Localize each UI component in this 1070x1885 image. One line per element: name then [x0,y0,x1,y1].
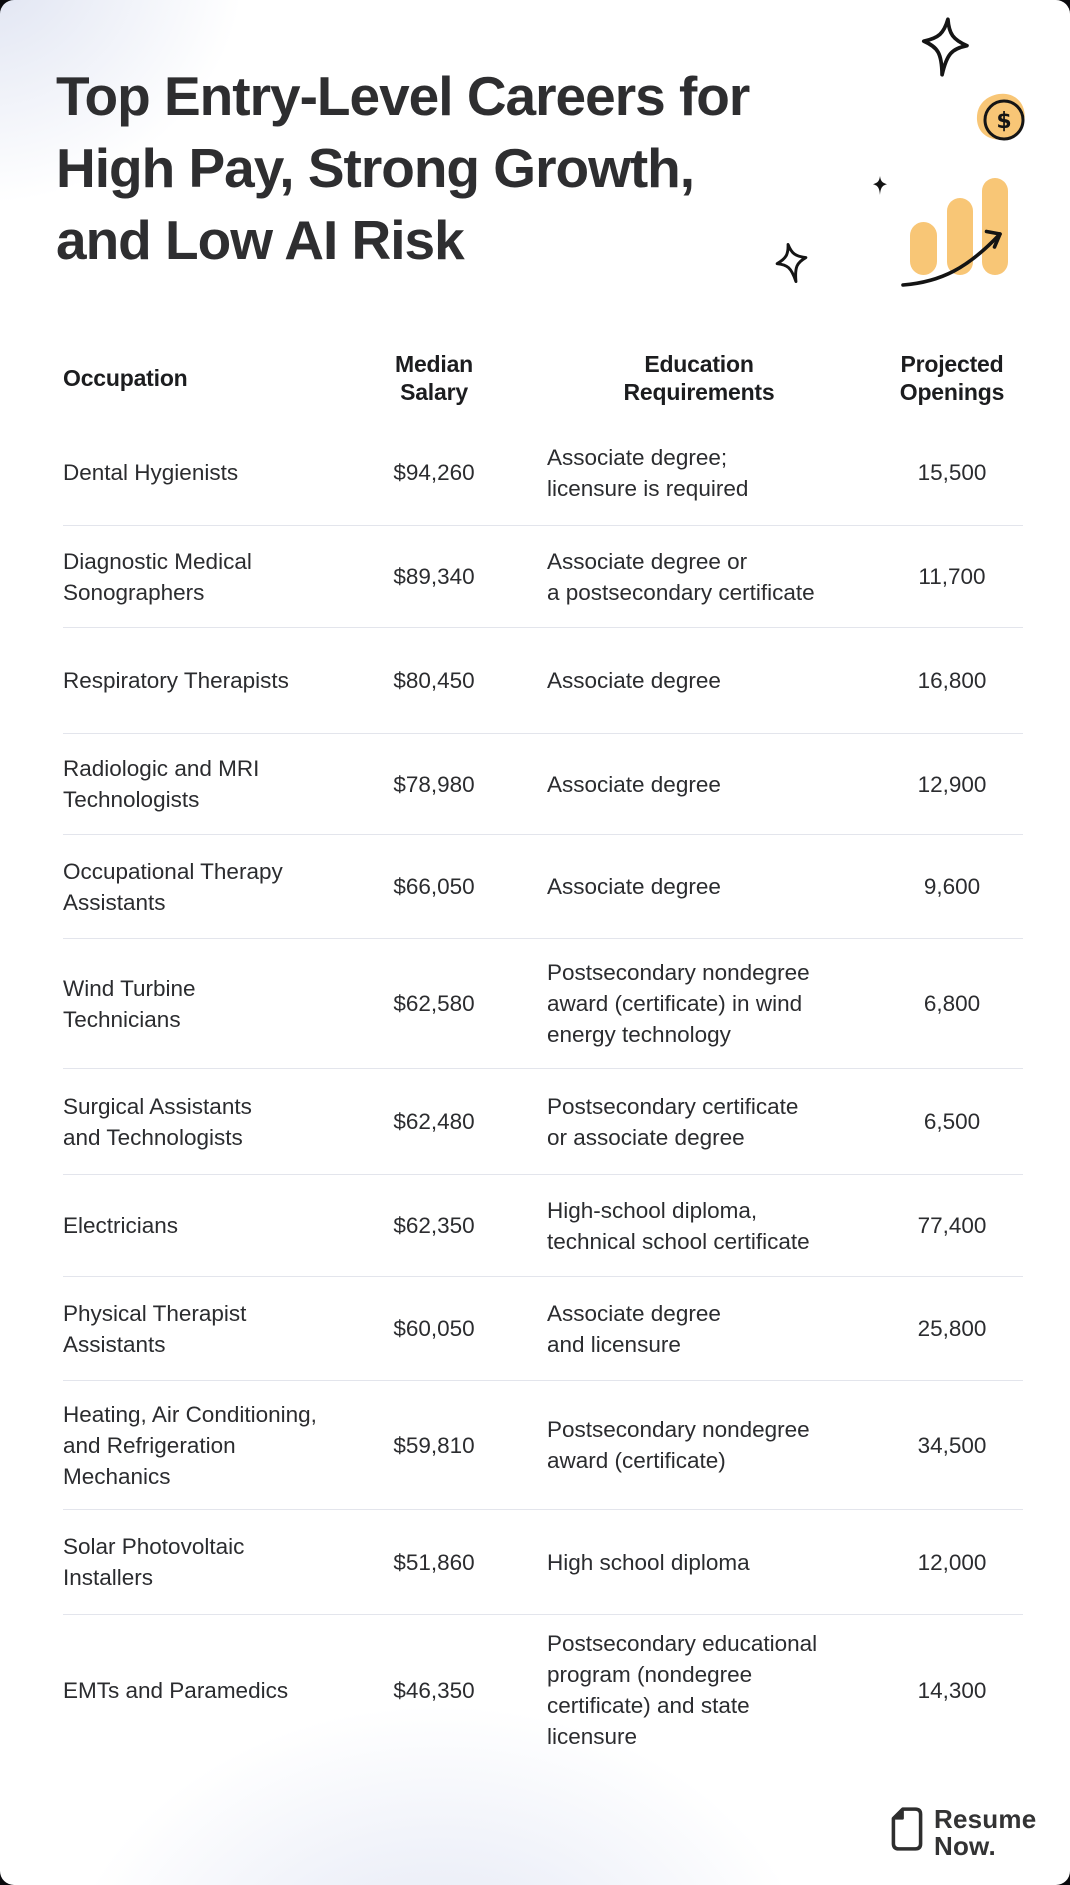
openings-cell: 9,600 [923,874,981,899]
text-line: a postsecondary certificate [547,579,815,605]
text-line: award (certificate) [547,1448,726,1473]
column-header-occupation [63,364,351,392]
education-cell [517,957,881,1050]
brand-line: Now. [934,1831,996,1861]
openings-cell: 6,500 [923,1109,981,1134]
column-header-median-salary [351,350,517,406]
text-line: Associate degree [547,1300,721,1326]
education-cell [517,546,881,608]
education-cell [517,442,881,504]
growth-bar-chart-icon [896,168,1018,294]
openings-cell: 14,300 [917,1677,987,1703]
text-line: High-school diploma, [547,1197,758,1223]
text-line: Surgical Assistants [63,1093,252,1119]
text-line: Postsecondary certificate [547,1093,799,1119]
table-row [63,1174,1023,1276]
text-line: certificate) and state [547,1693,750,1718]
occupation-cell [63,665,351,696]
text-line: Associate degree or [547,548,748,574]
text-line: Associate degree [547,668,721,693]
salary-cell: $46,350 [393,1677,475,1703]
occupation-cell [63,973,351,1035]
text-line: Technicians [63,1006,181,1032]
text-line: Postsecondary nondegree [547,1417,810,1442]
title-line: Top Entry-Level Careers for [56,65,750,127]
openings-cell: 6,800 [923,991,981,1016]
occupation-cell [63,753,351,815]
text-line: Associate degree [547,874,721,899]
openings-cell: 11,700 [918,564,986,589]
table-row [63,834,1023,938]
text-line: award (certificate) in wind [547,991,803,1016]
text-line: Associate degree; [547,444,728,470]
text-line: and licensure [547,1331,681,1357]
salary-cell: $66,050 [393,874,475,899]
text-line: technical school certificate [547,1228,810,1254]
text-line: Radiologic and MRI [63,756,260,781]
text-line: Installers [63,1565,154,1590]
occupation-cell [63,1091,351,1153]
text-line: High school diploma [547,1549,750,1575]
brand-logo [889,1806,1036,1860]
occupation-cell [63,1675,351,1706]
education-cell [517,665,881,696]
salary-cell: $59,810 [393,1432,475,1458]
occupation-cell [63,1298,351,1360]
occupation-cell [63,1399,351,1492]
salary-cell: $94,260 [393,460,475,485]
text-line: or associate degree [547,1124,745,1150]
document-icon [889,1806,925,1852]
education-cell [517,1298,881,1360]
education-cell [517,1195,881,1257]
text-line: Postsecondary educational [547,1631,818,1656]
openings-cell: 25,800 [917,1316,987,1341]
text-line: energy technology [547,1022,731,1047]
table-row [63,525,1023,627]
text-line: Diagnostic Medical [63,548,252,574]
text-line: Sonographers [63,579,205,605]
openings-cell: 12,900 [917,771,987,797]
education-cell [517,871,881,902]
text-line: Heating, Air Conditioning, [63,1401,317,1427]
small-sparkle-icon [872,176,888,196]
sparkle-star-icon [913,13,977,81]
text-line: Postsecondary nondegree [547,960,810,985]
table-row [63,733,1023,834]
salary-cell: $78,980 [393,771,475,797]
education-cell [517,1414,881,1476]
text-line: and Refrigeration [63,1432,236,1458]
text-line: Physical Therapist [63,1300,247,1326]
salary-cell: $89,340 [393,564,475,589]
text-line: program (nondegree [547,1662,753,1687]
occupation-cell [63,856,351,918]
text-line: Salary [400,379,468,405]
table-row [63,627,1023,733]
education-cell [517,1547,881,1578]
salary-cell: $62,480 [393,1109,475,1134]
sparkle-star-icon [768,238,816,287]
table-row [63,420,1023,525]
text-line: Occupational Therapy [63,858,283,884]
text-line: Dental Hygienists [63,460,239,485]
column-header-education-requirements [517,350,881,406]
occupation-cell [63,546,351,608]
occupation-cell [63,1210,351,1241]
text-line: Respiratory Therapists [63,668,289,693]
text-line: Wind Turbine [63,975,196,1001]
table-row [63,1380,1023,1509]
brand-name [934,1806,1036,1860]
svg-text:$: $ [996,109,1012,134]
column-header-projected-openings [881,350,1023,406]
text-line: Openings [899,379,1005,405]
salary-cell: $62,350 [393,1213,475,1238]
occupation-cell [63,457,351,488]
salary-cell: $60,050 [393,1316,475,1341]
brand-line: Resume [934,1804,1037,1834]
openings-cell: 12,000 [917,1549,987,1575]
table-row [63,1068,1023,1174]
text-line: and Technologists [63,1124,243,1150]
salary-cell: $51,860 [393,1549,475,1575]
text-line: Occupation [63,365,188,391]
openings-cell: 16,800 [917,668,987,693]
openings-cell: 15,500 [917,460,987,485]
text-line: Electricians [63,1213,179,1238]
table-row [63,1614,1023,1765]
text-line: Technologists [63,787,200,812]
text-line: Requirements [623,379,775,405]
text-line: Mechanics [63,1463,171,1489]
openings-cell: 34,500 [917,1432,987,1458]
careers-table [63,350,1023,1765]
text-line: EMTs and Paramedics [63,1677,289,1703]
text-line: Education [644,351,754,377]
text-line: Assistants [63,889,166,915]
title-line: and Low AI Risk [56,209,464,271]
text-line: licensure [547,1724,638,1749]
text-line: licensure is required [547,475,749,501]
education-cell [517,769,881,800]
salary-cell: $62,580 [393,991,475,1016]
salary-cell: $80,450 [393,668,475,693]
text-line: Projected [900,351,1004,377]
text-line: Associate degree [547,771,721,797]
table-row [63,938,1023,1068]
table-body [63,420,1023,1765]
occupation-cell [63,1531,351,1593]
text-line: Solar Photovoltaic [63,1534,245,1559]
table-row [63,1276,1023,1380]
title-line: High Pay, Strong Growth, [56,137,695,199]
table-row [63,1509,1023,1614]
openings-cell: 77,400 [917,1213,987,1238]
text-line: Assistants [63,1331,166,1357]
education-cell [517,1091,881,1153]
text-line: Median [394,351,474,377]
education-cell [517,1628,881,1752]
table-header-row [63,350,1023,406]
dollar-coin-icon [974,92,1028,146]
